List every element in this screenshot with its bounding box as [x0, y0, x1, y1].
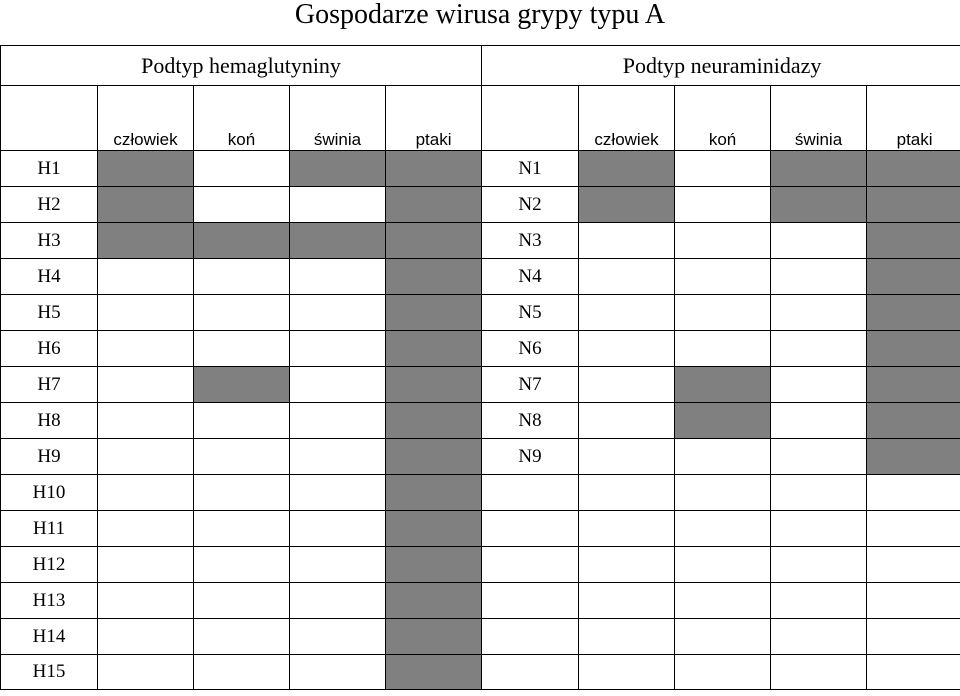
- h-host-cell-pig: [290, 223, 386, 259]
- h-host-header-horse: koń: [194, 86, 290, 151]
- h-host-header-human: człowiek: [98, 86, 194, 151]
- h-host-cell-birds: [386, 187, 482, 223]
- h-host-cell-human: [98, 439, 194, 475]
- h-host-cell-human: [98, 403, 194, 439]
- h-host-cell-human: [98, 331, 194, 367]
- h-host-cell-horse: [194, 403, 290, 439]
- n-subtype-label: N2: [482, 187, 579, 223]
- table-row: [1, 331, 960, 367]
- n-host-cell-birds: [867, 547, 960, 583]
- h-subtype-label: H11: [1, 511, 98, 547]
- n-host-cell-human: [579, 259, 675, 295]
- n-subtype-label: N8: [482, 403, 579, 439]
- table-row: [1, 547, 960, 583]
- n-host-cell-human: [579, 475, 675, 511]
- host-table: [0, 45, 960, 690]
- h-host-cell-horse: [194, 655, 290, 690]
- h-host-cell-birds: [386, 619, 482, 655]
- h-subtype-label: H2: [1, 187, 98, 223]
- n-host-cell-horse: [675, 583, 771, 619]
- h-host-cell-birds: [386, 511, 482, 547]
- table-row: [1, 367, 960, 403]
- h-subtype-label: H10: [1, 475, 98, 511]
- n-host-cell-birds: [867, 331, 960, 367]
- n-host-cell-birds: [867, 187, 960, 223]
- n-host-cell-birds: [867, 403, 960, 439]
- table-row: [1, 655, 960, 690]
- n-subtype-label: [482, 547, 579, 583]
- n-host-cell-pig: [771, 295, 867, 331]
- h-host-cell-birds: [386, 439, 482, 475]
- h-host-cell-birds: [386, 655, 482, 690]
- n-host-cell-birds: [867, 259, 960, 295]
- h-host-cell-horse: [194, 475, 290, 511]
- table-row: [1, 223, 960, 259]
- h-subtype-label: H4: [1, 259, 98, 295]
- n-host-cell-pig: [771, 655, 867, 690]
- n-host-cell-horse: [675, 403, 771, 439]
- h-host-cell-human: [98, 655, 194, 690]
- neuraminidase-subtype-column-header: [482, 86, 579, 151]
- h-subtype-label: H8: [1, 403, 98, 439]
- h-host-cell-birds: [386, 547, 482, 583]
- h-host-cell-birds: [386, 295, 482, 331]
- n-subtype-label: N7: [482, 367, 579, 403]
- n-host-cell-pig: [771, 187, 867, 223]
- h-host-cell-horse: [194, 331, 290, 367]
- n-host-cell-horse: [675, 151, 771, 187]
- h-host-cell-birds: [386, 403, 482, 439]
- h-subtype-label: H13: [1, 583, 98, 619]
- h-host-cell-birds: [386, 367, 482, 403]
- n-host-cell-horse: [675, 475, 771, 511]
- n-host-cell-human: [579, 223, 675, 259]
- h-subtype-label: H7: [1, 367, 98, 403]
- h-host-cell-human: [98, 187, 194, 223]
- n-host-cell-pig: [771, 367, 867, 403]
- n-host-cell-birds: [867, 223, 960, 259]
- h-host-cell-human: [98, 295, 194, 331]
- n-host-cell-pig: [771, 331, 867, 367]
- h-host-cell-horse: [194, 547, 290, 583]
- h-host-cell-birds: [386, 475, 482, 511]
- n-host-cell-horse: [675, 439, 771, 475]
- n-host-cell-horse: [675, 295, 771, 331]
- n-host-cell-human: [579, 583, 675, 619]
- n-host-header-pig: świnia: [771, 86, 867, 151]
- n-host-cell-birds: [867, 655, 960, 690]
- n-host-cell-human: [579, 151, 675, 187]
- n-host-cell-human: [579, 547, 675, 583]
- h-host-cell-horse: [194, 439, 290, 475]
- n-subtype-label: N3: [482, 223, 579, 259]
- h-host-cell-pig: [290, 475, 386, 511]
- n-host-cell-pig: [771, 259, 867, 295]
- table-row: [1, 439, 960, 475]
- n-host-cell-human: [579, 403, 675, 439]
- n-subtype-label: [482, 475, 579, 511]
- n-host-cell-human: [579, 187, 675, 223]
- table-row: [1, 259, 960, 295]
- h-host-cell-birds: [386, 259, 482, 295]
- table-row: [1, 151, 960, 187]
- h-host-cell-birds: [386, 223, 482, 259]
- n-host-cell-horse: [675, 367, 771, 403]
- n-subtype-label: N1: [482, 151, 579, 187]
- n-host-cell-horse: [675, 223, 771, 259]
- n-subtype-label: [482, 583, 579, 619]
- n-host-cell-birds: [867, 367, 960, 403]
- h-subtype-label: H9: [1, 439, 98, 475]
- h-host-cell-birds: [386, 583, 482, 619]
- n-host-cell-birds: [867, 475, 960, 511]
- n-subtype-label: N9: [482, 439, 579, 475]
- h-host-cell-human: [98, 475, 194, 511]
- n-host-cell-pig: [771, 475, 867, 511]
- table-row: [1, 187, 960, 223]
- h-host-cell-horse: [194, 295, 290, 331]
- n-host-cell-human: [579, 439, 675, 475]
- h-subtype-label: H1: [1, 151, 98, 187]
- n-host-cell-birds: [867, 295, 960, 331]
- n-host-cell-horse: [675, 187, 771, 223]
- n-host-cell-human: [579, 619, 675, 655]
- n-subtype-label: N5: [482, 295, 579, 331]
- n-host-cell-horse: [675, 511, 771, 547]
- h-host-cell-horse: [194, 367, 290, 403]
- h-host-cell-pig: [290, 151, 386, 187]
- h-host-cell-pig: [290, 583, 386, 619]
- n-host-cell-pig: [771, 547, 867, 583]
- h-host-cell-birds: [386, 331, 482, 367]
- h-host-cell-pig: [290, 403, 386, 439]
- n-host-cell-horse: [675, 331, 771, 367]
- h-host-cell-human: [98, 223, 194, 259]
- n-host-header-horse: koń: [675, 86, 771, 151]
- n-host-cell-horse: [675, 619, 771, 655]
- h-host-cell-pig: [290, 295, 386, 331]
- n-host-header-human: człowiek: [579, 86, 675, 151]
- hemagglutinin-header: Podtyp hemaglutyniny: [1, 46, 482, 86]
- h-host-cell-human: [98, 583, 194, 619]
- host-table-body: [1, 151, 960, 690]
- n-host-cell-horse: [675, 655, 771, 690]
- h-host-cell-pig: [290, 547, 386, 583]
- h-host-header-birds: ptaki: [386, 86, 482, 151]
- n-host-cell-horse: [675, 547, 771, 583]
- h-host-cell-pig: [290, 655, 386, 690]
- n-host-cell-human: [579, 367, 675, 403]
- h-host-cell-human: [98, 619, 194, 655]
- h-host-cell-pig: [290, 331, 386, 367]
- h-host-cell-horse: [194, 511, 290, 547]
- h-host-cell-pig: [290, 259, 386, 295]
- h-host-cell-human: [98, 547, 194, 583]
- h-host-cell-human: [98, 511, 194, 547]
- table-row: [1, 583, 960, 619]
- h-host-cell-horse: [194, 583, 290, 619]
- n-host-cell-birds: [867, 151, 960, 187]
- h-host-cell-birds: [386, 151, 482, 187]
- h-host-cell-horse: [194, 151, 290, 187]
- h-host-cell-pig: [290, 439, 386, 475]
- n-subtype-label: N6: [482, 331, 579, 367]
- n-host-cell-pig: [771, 511, 867, 547]
- n-host-cell-birds: [867, 619, 960, 655]
- h-host-cell-horse: [194, 223, 290, 259]
- h-subtype-label: H3: [1, 223, 98, 259]
- neuraminidase-header: Podtyp neuraminidazy: [482, 46, 960, 86]
- h-host-cell-human: [98, 367, 194, 403]
- h-host-cell-human: [98, 151, 194, 187]
- n-host-cell-human: [579, 511, 675, 547]
- hemagglutinin-subtype-column-header: [1, 86, 98, 151]
- h-host-header-pig: świnia: [290, 86, 386, 151]
- h-host-cell-human: [98, 259, 194, 295]
- h-subtype-label: H15: [1, 655, 98, 690]
- h-subtype-label: H5: [1, 295, 98, 331]
- n-host-cell-pig: [771, 223, 867, 259]
- n-host-cell-pig: [771, 403, 867, 439]
- h-host-cell-pig: [290, 187, 386, 223]
- table-row: [1, 295, 960, 331]
- h-host-cell-pig: [290, 619, 386, 655]
- table-row: [1, 403, 960, 439]
- n-host-cell-pig: [771, 619, 867, 655]
- table-row: [1, 475, 960, 511]
- h-subtype-label: H12: [1, 547, 98, 583]
- table-row: [1, 511, 960, 547]
- h-subtype-label: H14: [1, 619, 98, 655]
- h-host-cell-pig: [290, 511, 386, 547]
- h-host-cell-horse: [194, 259, 290, 295]
- n-subtype-label: N4: [482, 259, 579, 295]
- n-host-cell-pig: [771, 439, 867, 475]
- n-host-cell-birds: [867, 439, 960, 475]
- n-subtype-label: [482, 511, 579, 547]
- table-row: [1, 619, 960, 655]
- h-host-cell-pig: [290, 367, 386, 403]
- n-host-cell-birds: [867, 511, 960, 547]
- n-host-cell-pig: [771, 151, 867, 187]
- page-title: Gospodarze wirusa grypy typu A: [294, 0, 666, 30]
- n-host-cell-human: [579, 295, 675, 331]
- n-host-header-birds: ptaki: [867, 86, 960, 151]
- h-subtype-label: H6: [1, 331, 98, 367]
- n-host-cell-birds: [867, 583, 960, 619]
- n-subtype-label: [482, 619, 579, 655]
- n-host-cell-horse: [675, 259, 771, 295]
- n-host-cell-pig: [771, 583, 867, 619]
- n-subtype-label: [482, 655, 579, 690]
- h-host-cell-horse: [194, 619, 290, 655]
- h-host-cell-horse: [194, 187, 290, 223]
- n-host-cell-human: [579, 655, 675, 690]
- n-host-cell-human: [579, 331, 675, 367]
